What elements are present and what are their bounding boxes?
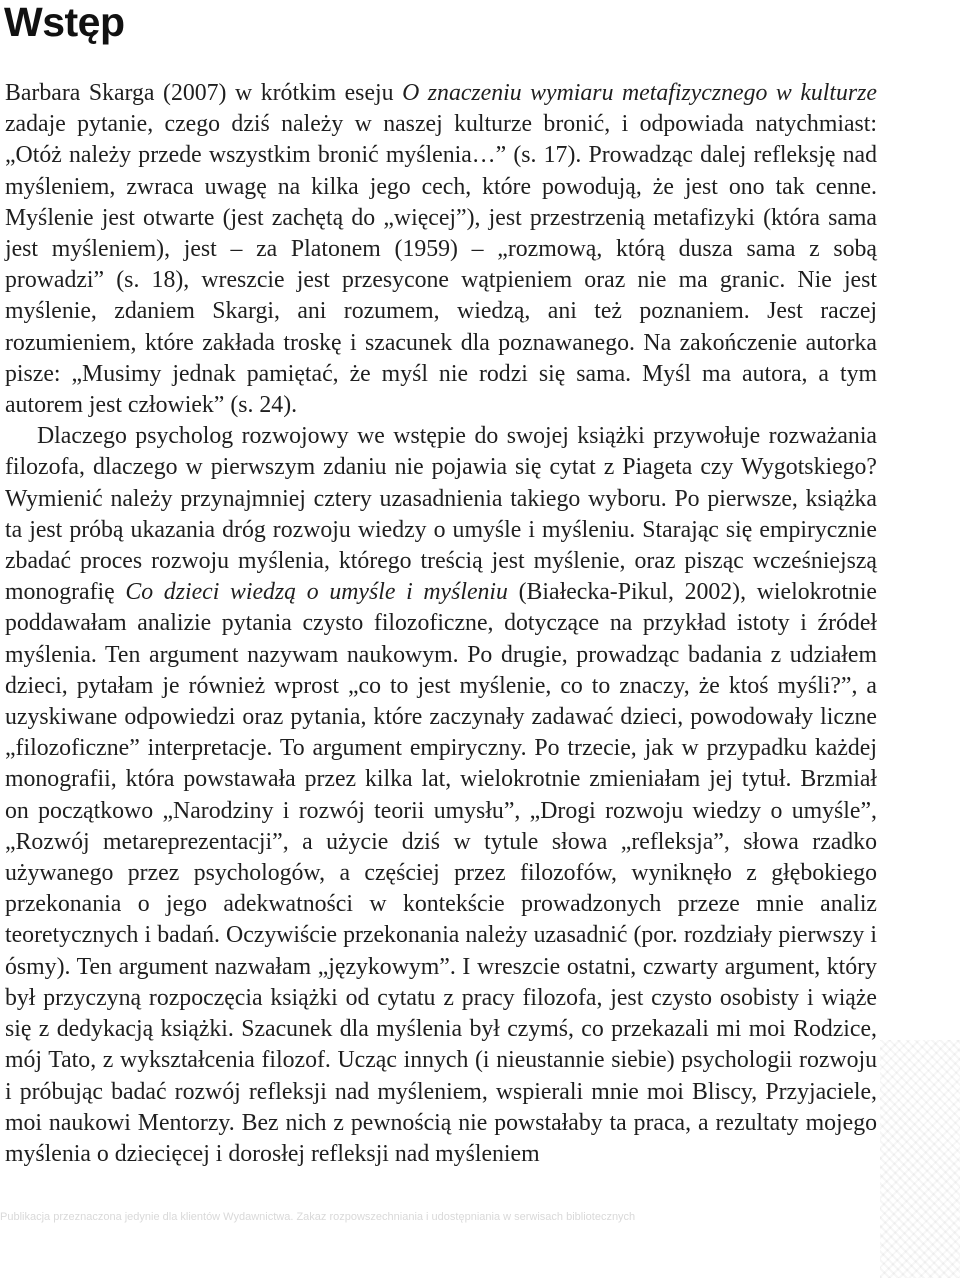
paragraph-2-text-a: Dlaczego psycholog rozwojowy we wstępie do swojej książki przywołuje rozważania filozofa, dlaczego w pierwszym zdaniu nie pojawia się cytat z Piageta czy Wygotskiego? Wymienić należy przynajmniej cztery uzasadnienia takiego wyboru. Po pierwsze, książka ta jest próbą ukazania dróg rozwoju wiedzy o umyśle i myśleniu. Starając się empirycznie zbadać proces rozwoju myślenia, którego treścią jest myślenie, oraz pisząc wcześniejszą monografię (5, 423, 877, 606)
paragraph-1-text-b: zadaje pytanie, czego dziś należy w naszej kulturze bronić, i odpowiada natychmiast: „Otóż należy przede wszystkim bronić myślenia…” (s. 17). Prowadząc dalej refleksję nad myśleniem, zwraca uwagę na kilka jego cech, które powodują, że jest ono tak cenne. Myślenie jest otwarte (jest zachętą do „więcej”), jest przestrzenią metafizyki (która sama jest myśleniem), jest – za Platonem (1959) – „rozmową, którą dusza sama z sobą prowadzi” (s. 18), wreszcie jest przesycone wątpieniem oraz nie ma granic. Nie jest myślenie, zdaniem Skargi, ani rozumem, wiedzą, ani też poznaniem. Jest raczej rozumieniem, które zakłada troskę i szacunek dla poznawanego. Na zakończenie autorka pisze: „Musimy jednak pamiętać, że myśl nie rodzi się sama. Myśl ma autora, a tym autorem jest człowiek” (s. 24). (5, 111, 877, 419)
paragraph-2 (5, 421, 877, 1170)
paragraph-1-text-a: Barbara Skarga (2007) w krótkim eseju (5, 80, 403, 106)
cited-monograph-title: Co dzieci wiedzą o umyśle i myśleniu (125, 579, 508, 606)
body-text (5, 78, 877, 1170)
page-corner-decoration (880, 1040, 960, 1278)
paragraph-2-text-b: (Białecka-Pikul, 2002), wielokrotnie poddawałam analizie pytania czysto filozoficzne, dotyczące na przykład istoty i źródeł myślenia. Ten argument nazywam naukowym. Po drugie, prowadząc badania z udziałem dzieci, pytałam je również wprost „co to jest myślenie, co to znaczy, że ktoś myśli?”, a uzyskiwane odpowiedzi oraz pytania, które zaczynały zadawać dzieci, powodowały liczne „filozoficzne” interpretacje. To argument empiryczny. Po trzecie, jak w przypadku każdej monografii, która powstawała przez kilka lat, wielokrotnie zmieniałam jej tytuł. Brzmiał on początkowo „Narodziny i rozwój teorii umysłu”, „Drogi rozwoju wiedzy o umyśle”, „Rozwój metareprezentacji”, a użycie dziś w tytule słowa „refleksja”, słowa rzadko używanego przez psychologów, a częściej przez filozofów, wyniknęło z głębokiego przekonania o jego adekwatności w kontekście prowadzonych przeze mnie analiz teoretycznych i badań. Oczywiście przekonania należy uzasadnić (por. rozdziały pierwszy i ósmy). Ten argument nazwałam „językowym”. I wreszcie ostatni, czwarty argument, który był przyczyną rozpoczęcia książki od cytatu z pracy filozofa, jest czysto osobisty i wiąże się z dedykacją książki. Szacunek dla myślenia był czymś, co przekazali mi moi Rodzice, mój Tato, z wykształcenia filozof. Ucząc innych (i nieustannie siebie) psychologii rozwoju i próbując badać rozwój refleksji nad myśleniem, wspierali mnie moi Bliscy, Przyjaciele, moi naukowi Mentorzy. Bez nich z pewnością nie powstałaby ta praca, a rezultaty mojego myślenia o dziecięcej i dorosłej refleksji nad myśleniem (5, 579, 877, 1167)
chapter-heading: Wstęp (4, 0, 125, 45)
paragraph-1 (5, 78, 877, 421)
cited-essay-title: O znaczeniu wymiaru metafizycznego w kulturze (402, 80, 877, 106)
publisher-watermark: Publikacja przeznaczona jedynie dla klientów Wydawnictwa. Zakaz rozpowszechniania i udostępniania w serwisach bibliotecznych (0, 1211, 636, 1223)
